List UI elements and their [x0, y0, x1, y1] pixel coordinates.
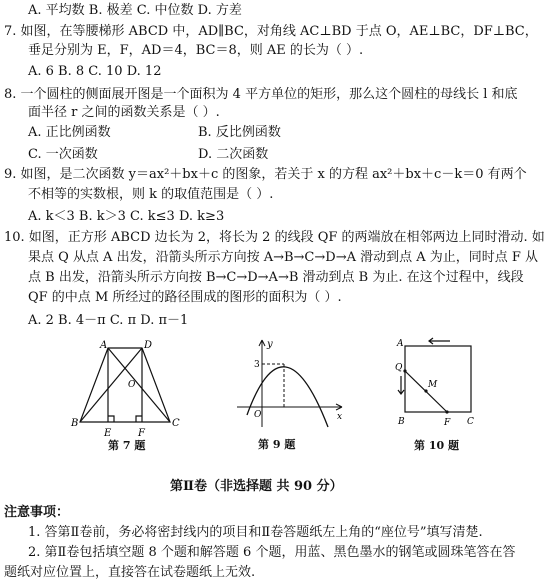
fig9-label-o: O — [254, 410, 262, 420]
q6-options: A. 平均数 B. 极差 C. 中位数 D. 方差 — [28, 3, 242, 18]
part2-note-2: 2. 第Ⅱ卷包括填空题 8 个题和解答题 6 个题，用蓝、黑色墨水的钢笔或圆珠笔答在答 — [28, 545, 516, 560]
q7-stem-line2: 垂足分别为 E，F，AD＝4，BC＝8，则 AE 的长为（ ）. — [28, 43, 364, 58]
fig7-label-d: D — [144, 340, 153, 351]
part2-note-1: 1. 答第Ⅱ卷前，务必将密封线内的项目和Ⅱ卷答题纸左上角的“座位号”填写清楚. — [28, 525, 483, 540]
fig7-label-a: A — [100, 340, 108, 351]
q9-stem-line2: 不相等的实数根，则 k 的取值范围是（ ）. — [28, 187, 274, 202]
q8-stem-line2: 面半径 r 之间的函数关系是（ ）. — [28, 105, 220, 120]
q7-options: A. 6 B. 8 C. 10 D. 12 — [28, 64, 162, 79]
part2-title: 第Ⅱ卷（非选择题 共 90 分） — [170, 479, 343, 494]
q8-stem-line1: 8. 一个圆柱的侧面展开图是一个面积为 4 平方单位的矩形，那么这个圆柱的母线长 l 和底 — [4, 87, 518, 102]
fig10-label-c: C — [467, 417, 474, 427]
q10-stem-line2: 果点 Q 从点 A 出发，沿箭头所示方向按 A→B→C→D→A 滑动到点 A 为止，同时点 F 从 — [28, 250, 539, 265]
fig10-label-m: M — [428, 380, 438, 390]
fig9-label-y: y — [267, 339, 273, 350]
fig7-label-e: E — [104, 428, 112, 439]
q9-options: A. k＜3 B. k＞3 C. k≤3 D. k≥3 — [28, 209, 225, 224]
fig7-label-o: O — [128, 380, 136, 390]
fig7-label-f: F — [138, 428, 145, 439]
figure-7-trapezoid — [70, 340, 180, 440]
q9-stem-line1: 9. 如图，是二次函数 y＝ax²＋bx＋c 的图象，若关于 x 的方程 ax²＋bx＋c－k＝0 有两个 — [4, 167, 527, 182]
q8-option-d: D. 二次函数 — [198, 147, 269, 162]
q7-stem-line1: 7. 如图，在等腰梯形 ABCD 中，AD∥BC，对角线 AC⊥BD 于点 O，AE⊥BC，DF⊥BC， — [4, 24, 538, 39]
fig9-label-x: x — [337, 412, 343, 422]
figure-9-caption: 第 9 题 — [258, 438, 296, 451]
q10-stem-line1: 10. 如图，正方形 ABCD 边长为 2，将长为 2 的线段 QF 的两端放在相邻两边上同时滑动. 如 — [4, 230, 545, 245]
fig7-label-c: C — [172, 418, 180, 429]
q8-option-b: B. 反比例函数 — [198, 125, 281, 140]
part2-note-3: 题纸对应位置上，直接答在试卷题纸上无效. — [4, 565, 256, 580]
fig10-label-f: F — [444, 418, 451, 428]
figure-10-caption: 第 10 题 — [414, 439, 459, 452]
part2-notes-title: 注意事项： — [4, 505, 70, 520]
fig10-label-b: B — [398, 417, 405, 427]
figure-7-caption: 第 7 题 — [108, 439, 146, 452]
figure-10-square — [395, 336, 485, 432]
fig10-label-a: A — [397, 339, 404, 349]
q10-stem-line3: 点 B 出发，沿箭头所示方向按 B→C→D→A→B 滑动到点 B 为止. 在这个过程中，线段 — [28, 270, 524, 285]
q10-stem-line4: QF 的中点 M 所经过的路径围成的图形的面积为（ ）. — [28, 290, 342, 305]
q8-option-c: C. 一次函数 — [28, 147, 98, 162]
q10-options: A. 2 B. 4－π C. π D. π－1 — [28, 313, 189, 328]
fig9-label-3: 3 — [254, 360, 260, 370]
fig10-label-q: Q — [395, 363, 403, 373]
figure-9-parabola — [232, 337, 347, 429]
fig7-label-b: B — [71, 418, 79, 429]
q8-option-a: A. 正比例函数 — [28, 125, 111, 140]
